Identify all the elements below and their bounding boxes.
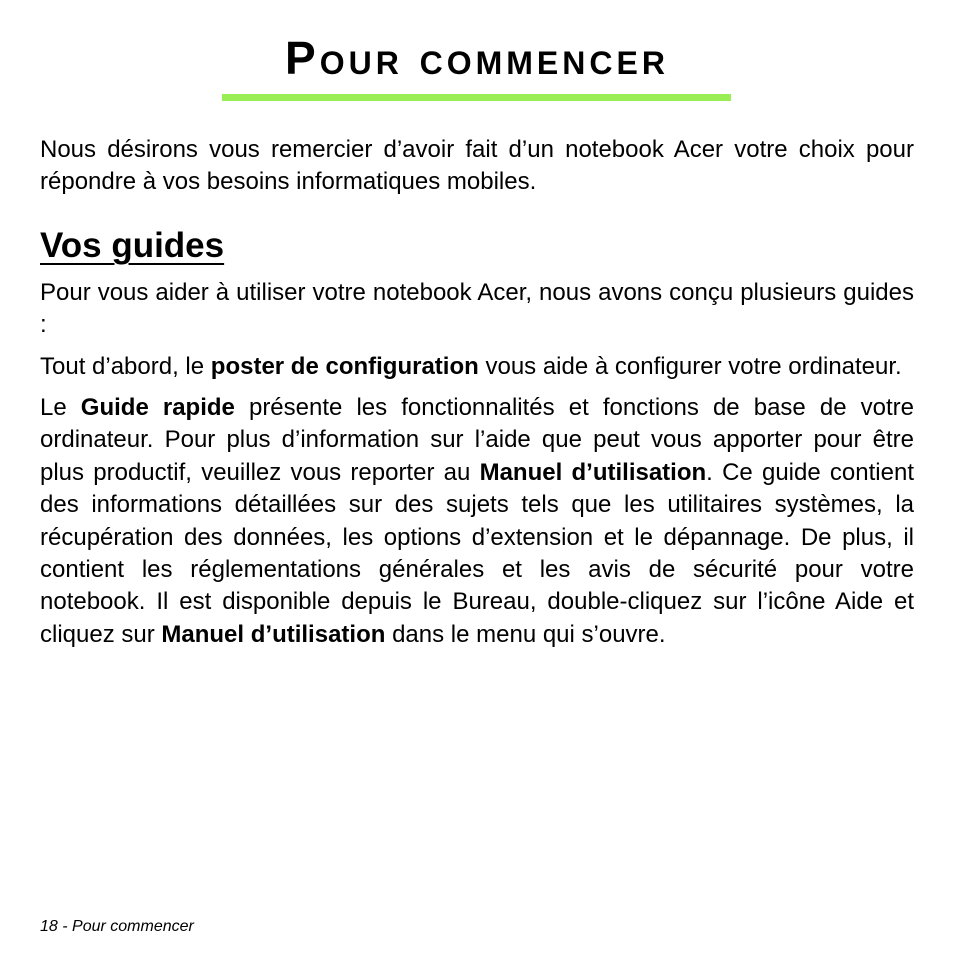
text-span: Tout d’abord, le <box>40 352 211 380</box>
title-accent-rule <box>222 94 731 101</box>
text-span: dans le menu qui s’ouvre. <box>385 620 666 648</box>
section-heading: Vos guides <box>40 225 225 265</box>
text-span: Le <box>40 394 81 422</box>
guides-intro-paragraph: Pour vous aider à utiliser votre notebook Acer, nous avons conçu plusieurs guides : <box>40 278 914 339</box>
bold-term-user-manual: Manuel d’utilisation <box>161 620 386 648</box>
bold-term-user-manual: Manuel d’utilisation <box>479 458 707 486</box>
quick-guide-paragraph <box>40 392 914 651</box>
text-span: . Ce guide contient des informations détaillées sur des sujets tels que les utilitaires systèmes, la récupération des données, les options d’extension et le dépannage. De plus, il contient les réglementations générales et les avis de sécurité pour votre notebook. Il est disponible depuis le Bureau, double-cliquez sur l’icône Aide et cliquez sur <box>40 458 914 648</box>
poster-paragraph <box>40 351 914 383</box>
text-span: vous aide à configurer votre ordinateur. <box>478 352 902 380</box>
text-span: présente les fonctionnalités et fonctions de base de votre ordinateur. Pour plus d’information sur l’aide que peut vous apporter pour être plus productif, veuillez vous reporter au <box>40 394 914 486</box>
page-content <box>40 134 914 651</box>
page-footer: 18 - Pour commencer <box>40 918 194 935</box>
page-title: Pour commencer <box>285 32 669 84</box>
bold-term-poster: poster de configuration <box>210 352 479 380</box>
intro-paragraph: Nous désirons vous remercier d’avoir fait d’un notebook Acer votre choix pour répondre à vos besoins informatiques mobiles. <box>40 136 914 196</box>
bold-term-quick-guide: Guide rapide <box>80 394 235 422</box>
